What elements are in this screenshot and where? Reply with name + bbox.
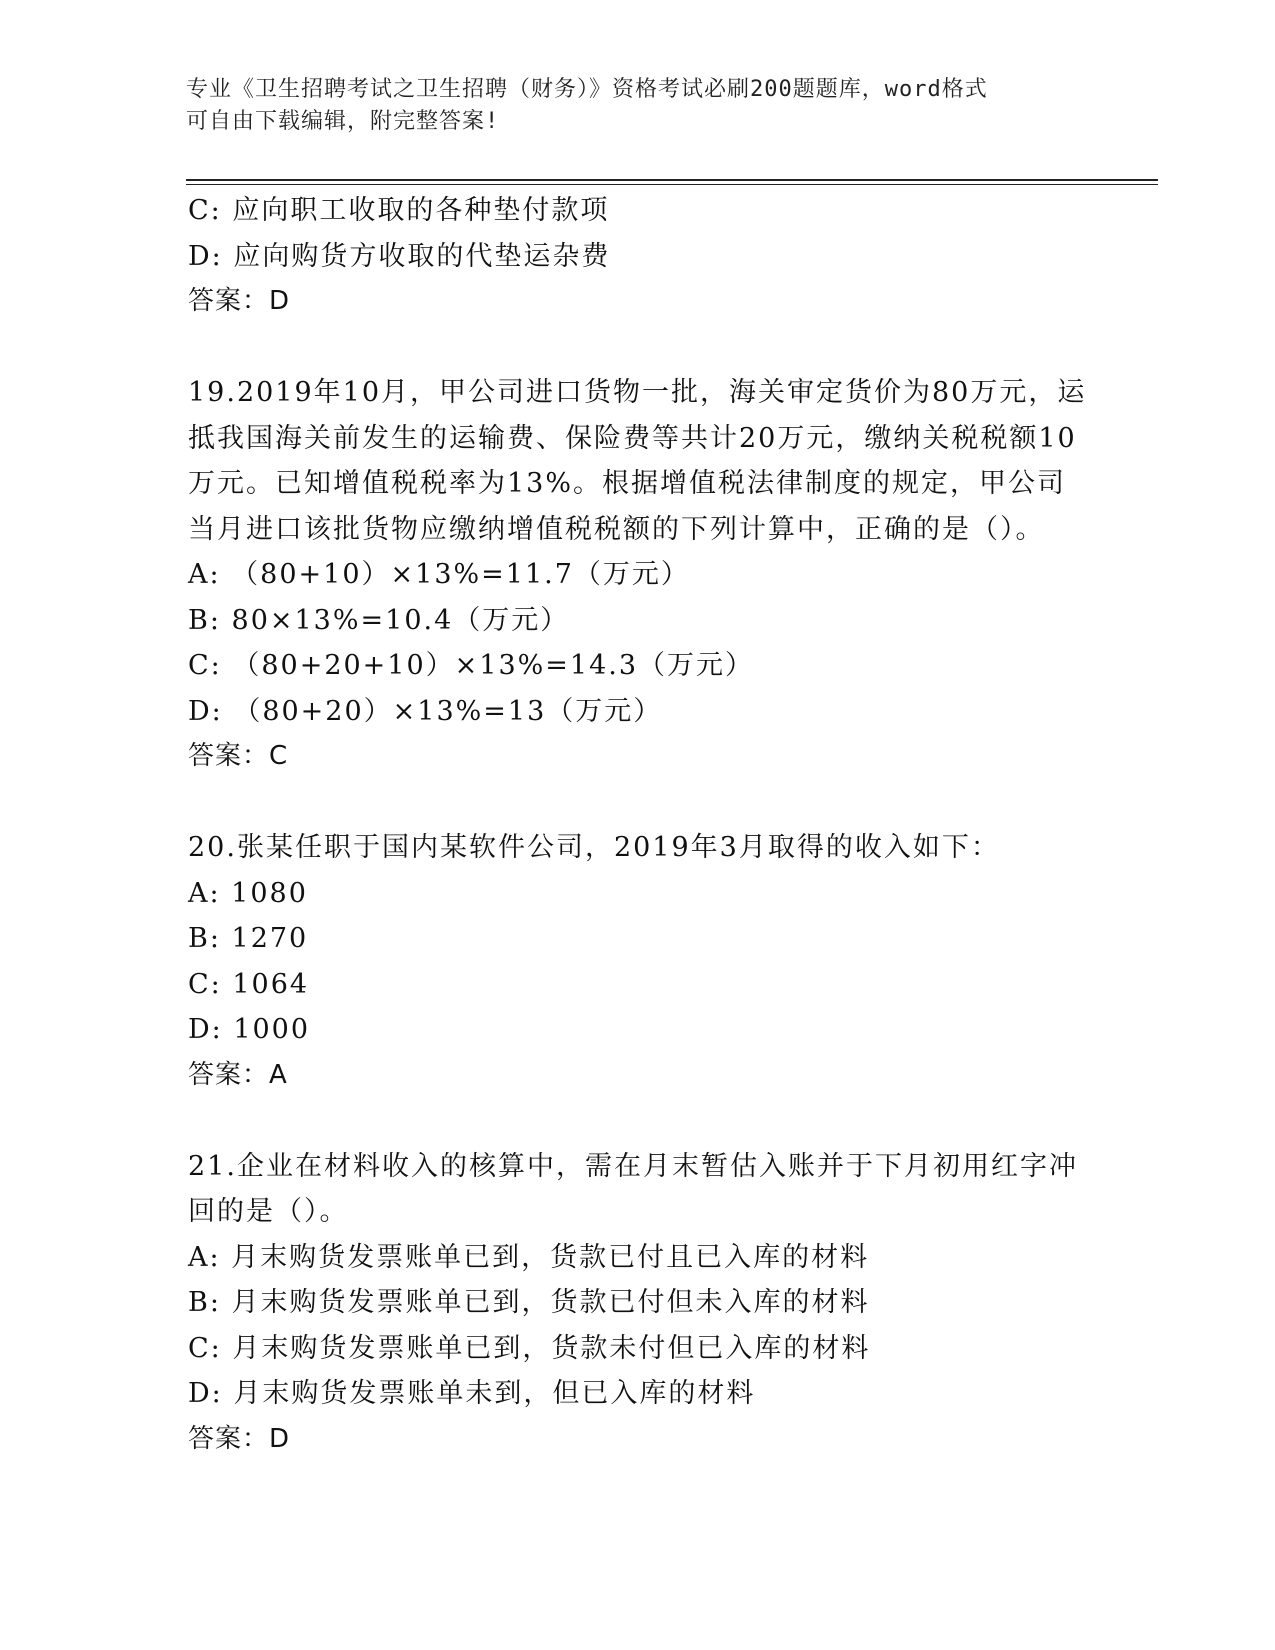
spacer [188,1098,1088,1144]
question-body [188,188,1088,1462]
question-stem-line: 回的是（）。 [188,1196,349,1227]
question-stem-line: 20.张某任职于国内某软件公司，2019年3月取得的收入如下： [188,832,1000,863]
header-divider-thick [186,179,1158,181]
question-20 [188,825,1088,1098]
header-title-line-1: 专业《卫生招聘考试之卫生招聘（财务）》资格考试必刷200题题库，word格式 [186,77,988,102]
option-d: D: （80+20）×13%=13（万元） [188,695,663,727]
option-b: B: 月末购货发票账单已到，货款已付但未入库的材料 [188,1287,870,1318]
question-19 [188,370,1088,780]
option-a: A: 月末购货发票账单已到，货款已付且已入库的材料 [188,1241,870,1273]
option-c: C: （80+20+10）×13%=14.3（万元） [188,650,755,681]
question-stem-line: 19.2019年10月，甲公司进口货物一批，海关审定货价为80万元，运 [188,377,1087,408]
option-d: D: 1000 [188,1014,311,1045]
option-c: C: 应向职工收取的各种垫付款项 [188,195,610,226]
option-b: B: 1270 [188,923,309,954]
prev-question-block [188,188,1088,325]
option-a: A: （80+10）×13%=11.7（万元） [188,559,690,590]
question-stem-line: 当月进口该批货物应缴纳增值税税额的下列计算中，正确的是（）。 [188,513,1045,545]
answer-label: 答案：A [188,1059,288,1090]
header-title-line-2: 可自由下载编辑，附完整答案! [186,109,500,134]
option-c: C: 1064 [188,968,310,1000]
page-header [186,74,1086,138]
header-divider-thin [186,184,1158,185]
answer-label: 答案：C [188,741,289,771]
option-d: D: 月末购货发票账单未到，但已入库的材料 [188,1378,756,1409]
option-b: B: 80×13%=10.4（万元） [188,604,570,636]
option-d: D: 应向购货方收取的代垫运杂费 [188,240,611,272]
question-21 [188,1144,1088,1463]
question-stem-line: 21.企业在材料收入的核算中，需在月末暂估入账并于下月初用红字冲 [188,1150,1078,1182]
question-stem-line: 万元。已知增值税税率为13%。根据增值税法律制度的规定，甲公司 [188,468,1067,499]
answer-label: 答案：D [188,1423,291,1454]
spacer [188,780,1088,826]
spacer [188,325,1088,371]
option-a: A: 1080 [188,877,308,909]
question-stem-line: 抵我国海关前发生的运输费、保险费等共计20万元，缴纳关税税额10 [188,422,1077,454]
answer-label: 答案：D [188,286,291,316]
option-c: C: 月末购货发票账单已到，货款未付但已入库的材料 [188,1332,871,1364]
